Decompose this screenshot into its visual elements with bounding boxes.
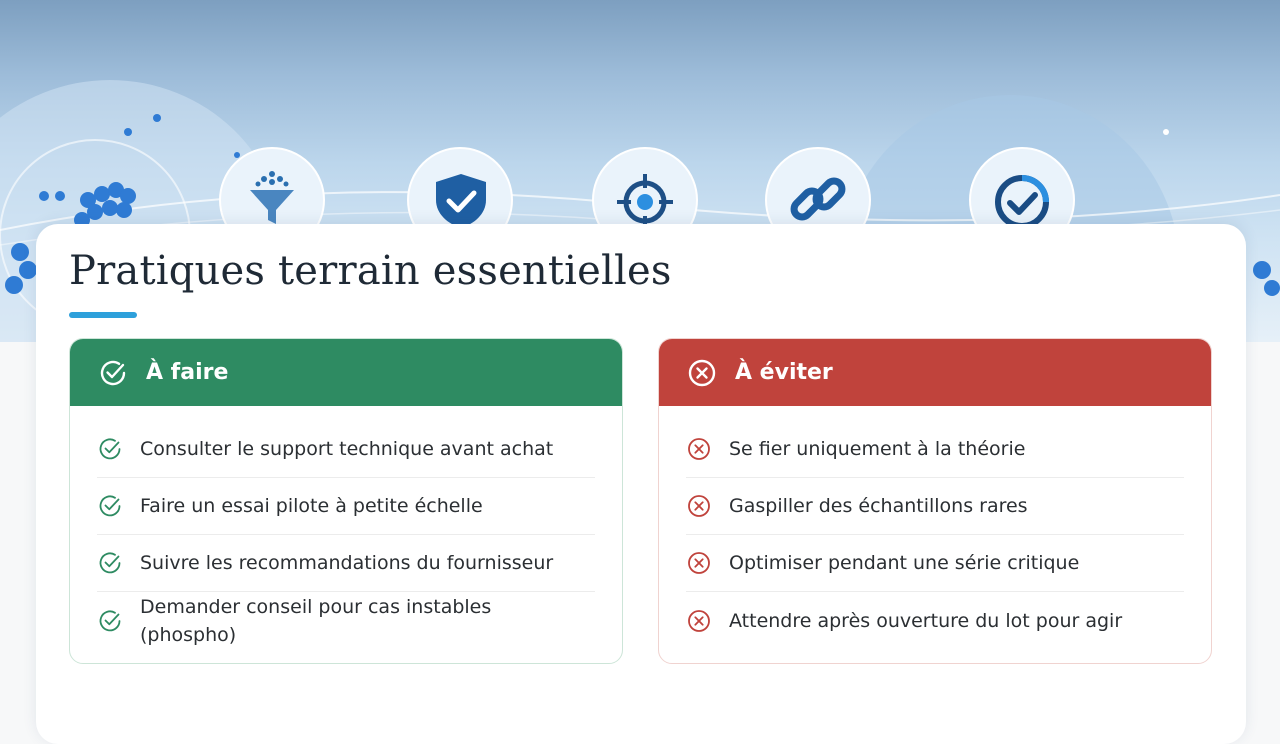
target-icon xyxy=(612,168,678,232)
do-panel-header xyxy=(70,339,622,406)
list-item xyxy=(686,421,1184,478)
x-circle-icon xyxy=(687,358,717,388)
dont-panel xyxy=(658,338,1212,664)
list-item xyxy=(686,535,1184,592)
check-circle-icon xyxy=(97,608,123,634)
list-item-text: Demander conseil pour cas instables (phospho) xyxy=(140,595,492,646)
dont-list xyxy=(659,406,1211,649)
title-underline xyxy=(69,312,137,318)
x-circle-icon xyxy=(686,550,712,576)
do-panel xyxy=(69,338,623,664)
x-circle-icon xyxy=(686,608,712,634)
x-circle-icon xyxy=(686,436,712,462)
list-item-text: Se fier uniquement à la théorie xyxy=(729,438,1026,460)
link-icon xyxy=(786,172,850,228)
list-item-text: Optimiser pendant une série critique xyxy=(729,552,1080,574)
list-item xyxy=(686,592,1184,649)
do-panel-title: À faire xyxy=(146,360,229,385)
funnel-icon xyxy=(244,168,300,228)
list-item xyxy=(97,421,595,478)
x-circle-icon xyxy=(686,493,712,519)
page-title: Pratiques terrain essentielles xyxy=(69,248,672,294)
list-item xyxy=(686,478,1184,535)
do-list xyxy=(70,406,622,649)
list-item-text: Gaspiller des échantillons rares xyxy=(729,495,1028,517)
check-circle-icon xyxy=(97,550,123,576)
check-circle-icon xyxy=(97,436,123,462)
list-item xyxy=(97,478,595,535)
list-item-text: Consulter le support technique avant achat xyxy=(140,438,554,460)
list-item-text: Suivre les recommandations du fournisseur xyxy=(140,552,554,574)
list-item xyxy=(97,535,595,592)
dont-panel-title: À éviter xyxy=(735,360,833,385)
check-circle-icon xyxy=(97,493,123,519)
shield-check-icon xyxy=(430,170,492,230)
list-item-text: Attendre après ouverture du lot pour agir xyxy=(729,609,1123,632)
dont-panel-header xyxy=(659,339,1211,406)
list-item-text: Faire un essai pilote à petite échelle xyxy=(140,495,483,517)
check-circle-icon xyxy=(98,358,128,388)
list-item xyxy=(97,592,595,649)
